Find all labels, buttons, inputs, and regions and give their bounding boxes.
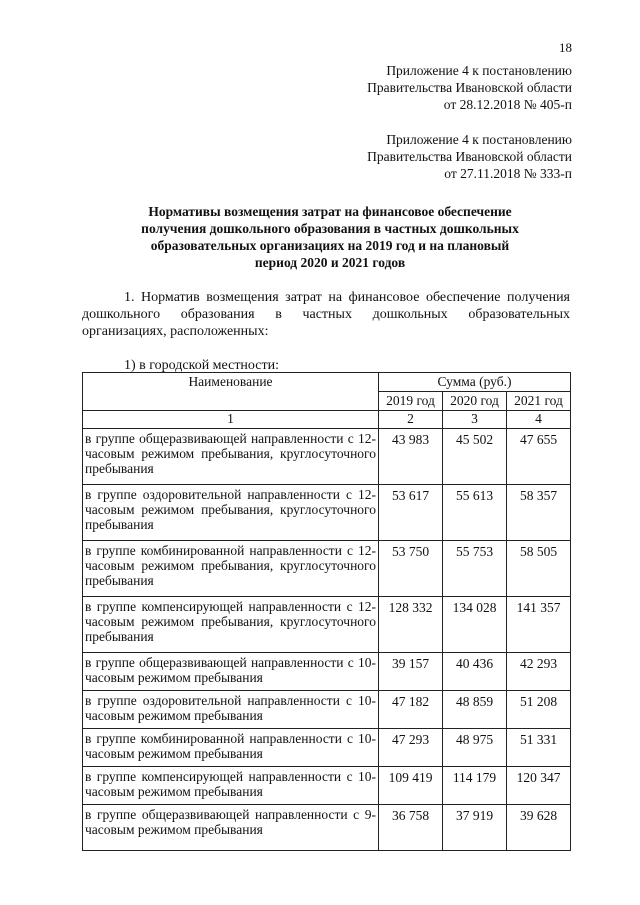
value-cell: 39 157 xyxy=(379,653,443,691)
value-cell: 53 617 xyxy=(379,485,443,541)
table-row xyxy=(83,729,571,767)
value-cell: 47 293 xyxy=(379,729,443,767)
table-row xyxy=(83,597,571,653)
page-number: 18 xyxy=(559,40,572,55)
value-cell: 37 919 xyxy=(443,805,507,851)
value-cell: 134 028 xyxy=(443,597,507,653)
row-name-cell: в группе компенсирующей направленности с 12-часовым режимом пребывания, круглосуточного пребывания xyxy=(83,597,379,653)
title-line: период 2020 и 2021 годов xyxy=(254,255,406,270)
table-row xyxy=(83,541,571,597)
value-cell: 53 750 xyxy=(379,541,443,597)
value-cell: 128 332 xyxy=(379,597,443,653)
value-cell: 141 357 xyxy=(507,597,571,653)
appendix-line: Приложение 4 к постановлению xyxy=(386,63,572,78)
intro-paragraph: 1. Норматив возмещения затрат на финансовое обеспечение получения дошкольного образования в частных дошкольных образовательных организациях, расположенных: xyxy=(82,290,570,339)
value-cell: 58 505 xyxy=(507,541,571,597)
value-cell: 48 975 xyxy=(443,729,507,767)
header-year: 2020 год xyxy=(443,392,507,411)
index-row xyxy=(83,411,571,429)
title-line: Нормативы возмещения затрат на финансовое обеспечение xyxy=(148,204,512,219)
value-cell: 55 753 xyxy=(443,541,507,597)
value-cell: 47 655 xyxy=(507,429,571,485)
row-name-cell: в группе оздоровительной направленности с 12-часовым режимом пребывания, круглосуточного пребывания xyxy=(83,485,379,541)
row-name-cell: в группе компенсирующей направленности с 10-часовым режимом пребывания xyxy=(83,767,379,805)
index-cell: 3 xyxy=(443,411,507,429)
value-cell: 58 357 xyxy=(507,485,571,541)
value-cell: 51 331 xyxy=(507,729,571,767)
document-title xyxy=(110,203,550,271)
appendix-line: Приложение 4 к постановлению xyxy=(386,132,572,147)
value-cell: 48 859 xyxy=(443,691,507,729)
header-year: 2019 год xyxy=(379,392,443,411)
value-cell: 120 347 xyxy=(507,767,571,805)
index-cell: 1 xyxy=(83,411,379,429)
appendix-line: от 28.12.2018 № 405-п xyxy=(443,97,572,112)
appendix-line: от 27.11.2018 № 333-п xyxy=(444,166,572,181)
section-label: 1) в городской местности: xyxy=(124,358,279,373)
value-cell: 47 182 xyxy=(379,691,443,729)
value-cell: 51 208 xyxy=(507,691,571,729)
table-row xyxy=(83,653,571,691)
row-name-cell: в группе комбинированной направленности с 12-часовым режимом пребывания, круглосуточного пребывания xyxy=(83,541,379,597)
table-row xyxy=(83,691,571,729)
row-name-cell: в группе общеразвивающей направленности с 10-часовым режимом пребывания xyxy=(83,653,379,691)
value-cell: 40 436 xyxy=(443,653,507,691)
value-cell: 114 179 xyxy=(443,767,507,805)
value-cell: 55 613 xyxy=(443,485,507,541)
header-sum: Сумма (руб.) xyxy=(379,373,571,392)
row-name-cell: в группе комбинированной направленности с 10-часовым режимом пребывания xyxy=(83,729,379,767)
header-year: 2021 год xyxy=(507,392,571,411)
value-cell: 42 293 xyxy=(507,653,571,691)
appendix-original xyxy=(367,131,572,182)
table-row xyxy=(83,485,571,541)
row-name-cell: в группе оздоровительной направленности с 10-часовым режимом пребывания xyxy=(83,691,379,729)
value-cell: 43 983 xyxy=(379,429,443,485)
value-cell: 45 502 xyxy=(443,429,507,485)
index-cell: 2 xyxy=(379,411,443,429)
table-row xyxy=(83,429,571,485)
norms-table xyxy=(82,372,571,851)
appendix-line: Правительства Ивановской области xyxy=(367,80,572,95)
value-cell: 36 758 xyxy=(379,805,443,851)
title-line: образовательных организациях на 2019 год и на плановый xyxy=(150,238,510,253)
row-name-cell: в группе общеразвивающей направленности с 9-часовым режимом пребывания xyxy=(83,805,379,851)
title-line: получения дошкольного образования в частных дошкольных xyxy=(141,221,519,236)
table-row xyxy=(83,767,571,805)
index-cell: 4 xyxy=(507,411,571,429)
appendix-line: Правительства Ивановской области xyxy=(367,149,572,164)
row-name-cell: в группе общеразвивающей направленности с 12-часовым режимом пребывания, круглосуточного пребывания xyxy=(83,429,379,485)
appendix-current xyxy=(367,62,572,113)
table-row xyxy=(83,805,571,851)
value-cell: 39 628 xyxy=(507,805,571,851)
header-name: Наименование xyxy=(83,373,379,411)
value-cell: 109 419 xyxy=(379,767,443,805)
